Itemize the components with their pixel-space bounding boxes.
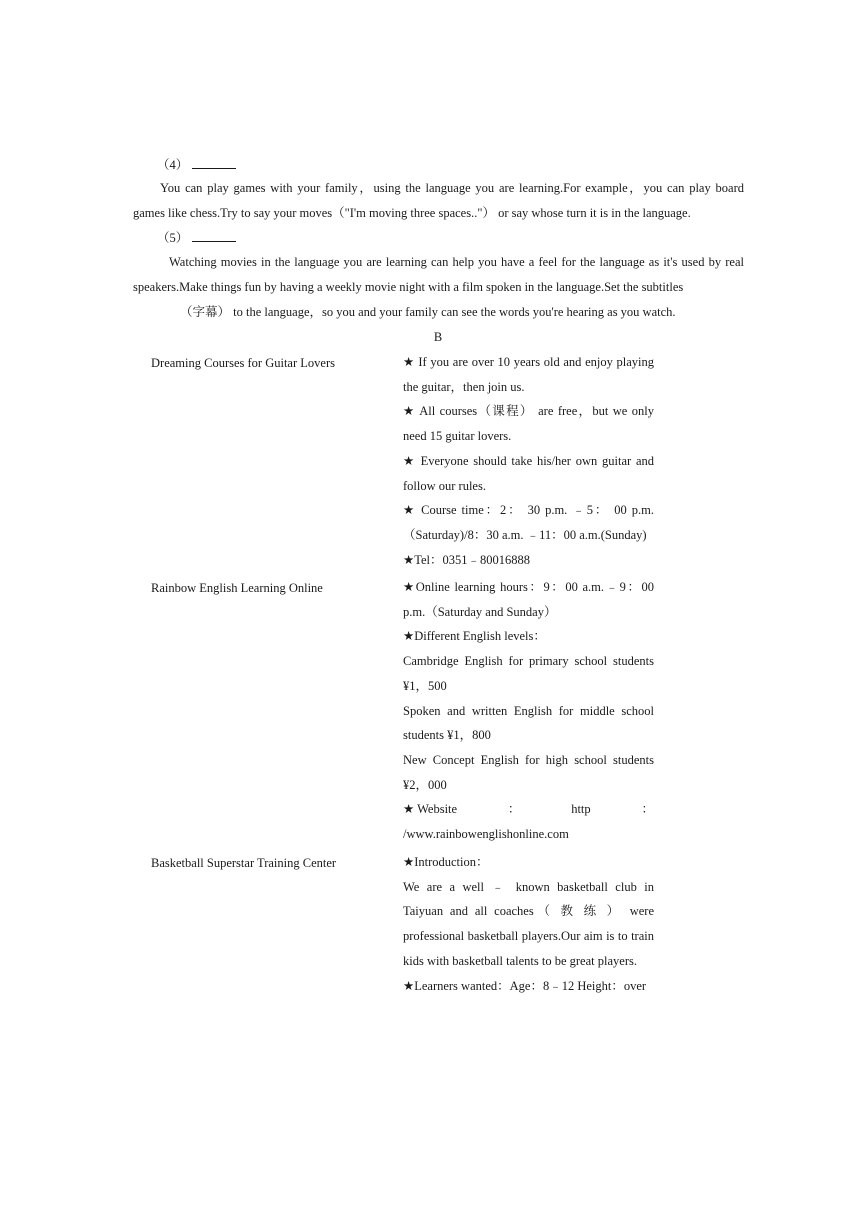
- guitar-ad-item: ★ All courses（课程） are free，but we only need 15 guitar lovers.: [403, 404, 654, 444]
- rainbow-website-line: [403, 797, 654, 822]
- rainbow-website-url[interactable]: /www.rainbowenglishonline.com: [403, 827, 569, 842]
- basketball-ad-body: [403, 850, 654, 998]
- question-4-number: [157, 156, 236, 173]
- website-label: ★ Website: [403, 802, 458, 817]
- website-colon-2: ：: [641, 802, 654, 817]
- basketball-ad-item: ★Learners wanted：Age：8﹣12 Height：over: [403, 978, 647, 993]
- guitar-ad-body: [403, 350, 654, 572]
- rainbow-ad-item: ★Online learning hours：9：00 a.m.﹣9：00 p.m.（Saturday and Sunday）: [403, 580, 654, 619]
- question-5-label: （5）: [157, 231, 189, 245]
- guitar-ad-item: ★ Course time：2： 30 p.m. ﹣5： 00 p.m.（Saturday)/8：30 a.m. ﹣11：00 a.m.(Sunday): [403, 503, 654, 542]
- basketball-ad-title: Basketball Superstar Training Center: [151, 856, 337, 870]
- question-5-paragraph-end: （字幕） to the language，so you and your family can see the words you're hearing as you watch.: [180, 305, 676, 319]
- rainbow-ad-item: Cambridge English for primary school students ¥1，500: [403, 654, 654, 693]
- guitar-ad-item: ★ If you are over 10 years old and enjoy playing the guitar，then join us.: [403, 355, 654, 394]
- rainbow-ad-item: ★Different English levels：: [403, 629, 546, 644]
- question-4-paragraph: You can play games with your family，using the language you are learning.For example，you can play board games like chess.Try to say your moves（"I'm moving three spaces.."） or say whose turn it is in the language.: [133, 181, 744, 220]
- question-5-number: [157, 229, 236, 246]
- guitar-ad-title: Dreaming Courses for Guitar Lovers: [151, 356, 335, 370]
- question-5-paragraph: Watching movies in the language you are learning can help you have a feel for the language as it's used by real speakers.Make things fun by having a weekly movie night with a film spoken in the language.Set the subtitles: [133, 255, 744, 294]
- rainbow-ad-item: New Concept English for high school students ¥2，000: [403, 752, 654, 792]
- answer-blank-4[interactable]: [192, 156, 236, 169]
- basketball-ad-item: ★Introduction：: [403, 855, 489, 869]
- website-http: http: [571, 802, 591, 817]
- guitar-ad-item: ★ Everyone should take his/her own guitar and follow our rules.: [403, 453, 654, 493]
- rainbow-ad-body: [403, 575, 654, 847]
- section-label: B: [433, 330, 443, 344]
- website-colon: ：: [507, 802, 521, 817]
- guitar-ad-item: ★Tel：0351﹣80016888: [403, 552, 530, 567]
- rainbow-ad-item: Spoken and written English for middle school students ¥1，800: [403, 703, 654, 743]
- question-4-label: （4）: [157, 158, 189, 172]
- basketball-ad-item: We are a well ﹣ known basketball club in Taiyuan and all coaches（ 教 练 ） were professional basketball players.Our aim is to train kids with basketball talents to be great players.: [403, 879, 654, 968]
- answer-blank-5[interactable]: [192, 229, 236, 242]
- rainbow-ad-title: Rainbow English Learning Online: [151, 581, 323, 595]
